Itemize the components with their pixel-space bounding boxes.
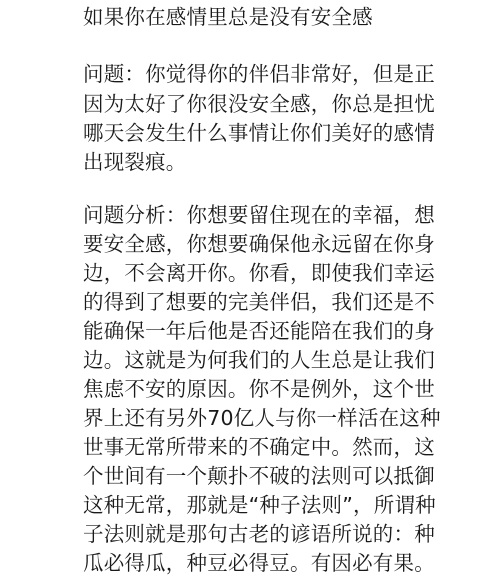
analysis-line: 瓜必得瓜，种豆必得豆。有因必有果。	[83, 551, 435, 575]
analysis-line: 能确保一年后他是否还能陪在我们的身	[83, 319, 435, 343]
analysis-line: 世事无常所带来的不确定中。然而，这	[83, 435, 435, 459]
analysis-line: 子法则就是那句古老的谚语所说的：种	[83, 522, 435, 546]
analysis-line: 个世间有一个颠扑不破的法则可以抵御	[83, 464, 435, 488]
analysis-line: 界上还有另外70亿人与你一样活在这种	[83, 406, 441, 430]
problem-line: 问题：你觉得你的伴侣非常好，但是正	[83, 62, 435, 86]
analysis-line: 的得到了想要的完美伴侣，我们还是不	[83, 290, 435, 314]
problem-line: 因为太好了你很没安全感，你总是担忧	[83, 92, 435, 116]
analysis-line: 问题分析：你想要留住现在的幸福，想	[83, 203, 435, 227]
analysis-line: 这种无常，那就是“种子法则”，所谓种	[83, 493, 436, 517]
analysis-line: 要安全感，你想要确保他永远留在你身	[83, 232, 435, 256]
analysis-line: 边。这就是为何我们的人生总是让我们	[83, 348, 435, 372]
problem-line: 哪天会发生什么事情让你们美好的感情	[83, 121, 435, 145]
analysis-line: 焦虑不安的原因。你不是例外，这个世	[83, 377, 435, 401]
analysis-line: 边，不会离开你。你看，即使我们幸运	[83, 261, 435, 285]
document-title: 如果你在感情里总是没有安全感	[83, 5, 373, 29]
problem-line: 出现裂痕。	[83, 150, 187, 174]
